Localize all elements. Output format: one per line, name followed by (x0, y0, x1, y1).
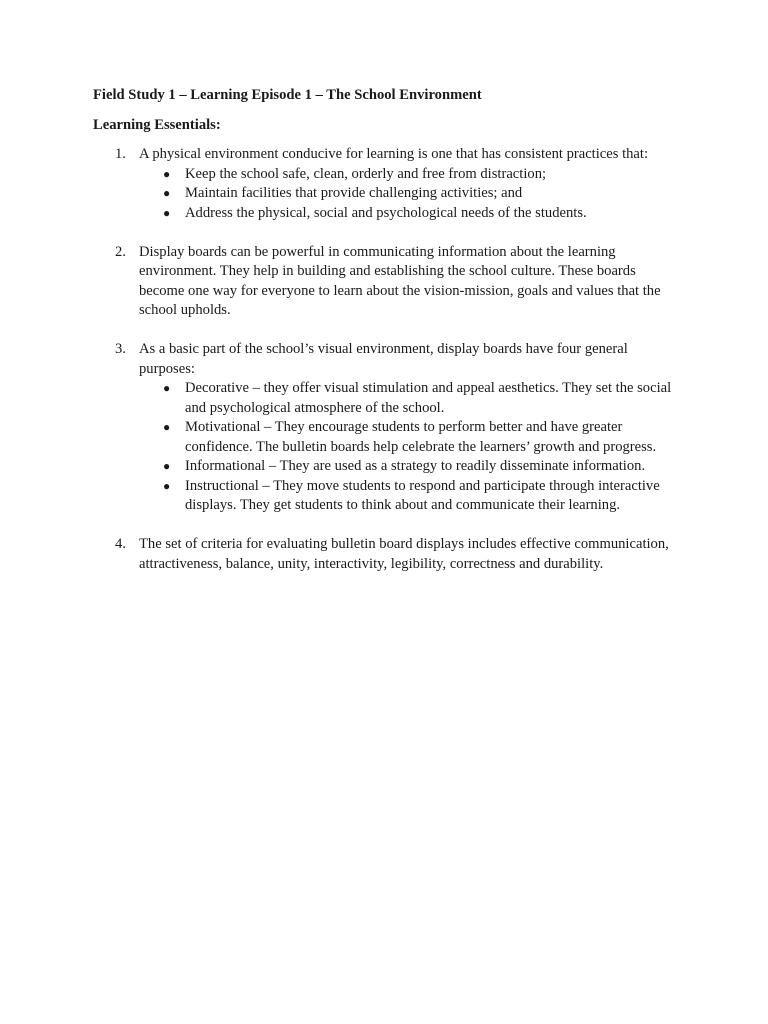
item-text: As a basic part of the school’s visual environment, display boards have four general purposes: (139, 341, 628, 377)
bullet-list (139, 165, 683, 224)
bullet-icon: ● (163, 420, 171, 434)
bullet-item (139, 418, 683, 457)
bullet-item (139, 379, 683, 418)
item-text: Display boards can be powerful in communicating information about the learning environment. They help in building and establishing the school culture. These boards become one way for everyone to learn about the vision-mission, goals and values that the school upholds. (139, 243, 661, 318)
bullet-item (139, 477, 683, 516)
list-item (93, 243, 683, 321)
item-text: The set of criteria for evaluating bulletin board displays includes effective communication, attractiveness, balance, unity, interactivity, legibility, correctness and durability. (139, 536, 669, 572)
list-item (93, 340, 683, 516)
document-title: Field Study 1 – Learning Episode 1 – The School Environment (93, 87, 482, 103)
bullet-text: Instructional – They move students to respond and participate through interactive displays. They get students to think about and communicate their learning. (185, 477, 660, 513)
document-page (93, 86, 683, 594)
section-heading: Learning Essentials: (93, 117, 221, 133)
bullet-text: Maintain facilities that provide challenging activities; and (185, 185, 523, 201)
item-number: 3. (115, 341, 126, 357)
bullet-text: Informational – They are used as a strategy to readily disseminate information. (185, 458, 646, 474)
bullet-icon: ● (163, 381, 171, 395)
bullet-list (139, 379, 683, 516)
bullet-text: Address the physical, social and psychological needs of the students. (185, 204, 587, 221)
bullet-text: Keep the school safe, clean, orderly and free from distraction; (185, 165, 547, 182)
bullet-text: Motivational – They encourage students to perform better and have greater confidence. The bulletin boards help celebrate the learners’ growth and progress. (185, 419, 657, 455)
list-item (93, 535, 683, 574)
item-text: A physical environment conducive for learning is one that has consistent practices that: (139, 146, 649, 162)
bullet-text: Decorative – they offer visual stimulation and appeal aesthetics. They set the social and psychological atmosphere of the school. (185, 380, 672, 416)
bullet-item (139, 165, 683, 185)
bullet-item (139, 204, 683, 224)
bullet-icon: ● (163, 459, 171, 473)
list-item (93, 145, 683, 223)
bullet-icon: ● (163, 478, 171, 493)
item-number: 2. (115, 243, 126, 260)
item-number: 4. (115, 536, 126, 552)
bullet-icon: ● (163, 205, 171, 220)
item-number: 1. (115, 146, 126, 162)
numbered-list (93, 145, 683, 574)
bullet-item (139, 457, 683, 477)
bullet-icon: ● (163, 186, 171, 200)
bullet-item (139, 184, 683, 204)
bullet-icon: ● (163, 166, 171, 181)
